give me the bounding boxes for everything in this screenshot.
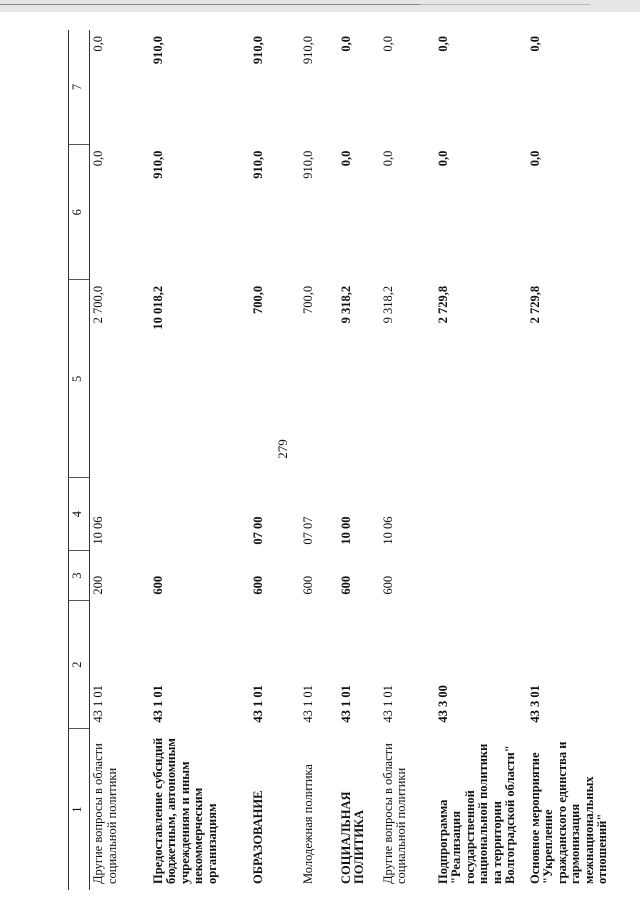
expense-type-code: 600 — [338, 575, 353, 595]
amount-col-6: 0,0 — [338, 150, 353, 167]
table-header-row — [69, 30, 90, 890]
amount-col-6: 0,0 — [91, 150, 105, 167]
target-code: 43 1 01 — [380, 685, 395, 723]
column-header: 5 — [69, 280, 90, 478]
amount-col-5: 2 729,8 — [527, 285, 542, 324]
amount-col-7: 0,0 — [527, 36, 542, 52]
section-code — [435, 478, 527, 551]
table-row — [300, 30, 338, 890]
scan-edge-line — [0, 4, 420, 5]
target-code: 43 3 01 — [527, 685, 542, 723]
target-code: 43 3 00 — [435, 685, 450, 723]
table-row — [338, 30, 380, 890]
amount-col-6: 910,0 — [250, 150, 265, 179]
table-row — [435, 30, 527, 890]
expense-type-code: 600 — [150, 575, 165, 595]
column-header: 3 — [69, 551, 90, 601]
table-row — [150, 30, 250, 890]
target-code: 43 1 01 — [91, 685, 105, 723]
table-row — [380, 30, 435, 890]
expense-type-code: 600 — [380, 575, 395, 595]
budget-table — [68, 30, 631, 890]
amount-col-5: 2 700,0 — [91, 285, 105, 324]
row-name: Другие вопросы в области социальной политики — [91, 743, 119, 884]
expense-type-code: 600 — [250, 575, 265, 595]
row-name: Молодежная политика — [300, 764, 315, 884]
amount-col-7: 910,0 — [300, 36, 315, 65]
rotated-table-frame — [48, 30, 609, 890]
amount-col-7: 0,0 — [338, 36, 353, 52]
row-name: СОЦИАЛЬНАЯ ПОЛИТИКА — [338, 791, 366, 884]
section-code — [150, 478, 250, 551]
amount-col-6: 0,0 — [435, 150, 450, 167]
section-code: 10 06 — [380, 516, 395, 545]
target-code: 43 1 01 — [338, 685, 353, 723]
amount-col-6: 0,0 — [527, 150, 542, 167]
expense-type-code — [435, 551, 527, 601]
amount-col-7: 0,0 — [380, 36, 395, 52]
table-row — [250, 30, 300, 890]
table-row — [90, 30, 150, 890]
amount-col-6: 910,0 — [150, 150, 165, 179]
target-code: 43 1 01 — [150, 685, 165, 723]
section-code — [527, 478, 631, 551]
expense-type-code: 200 — [91, 575, 105, 595]
row-name: Предоставление субсидий бюджетным, автономным учреждениям и иным некоммерческим организациям — [150, 737, 219, 884]
amount-col-5: 700,0 — [250, 285, 265, 315]
amount-col-5: 9 318,2 — [380, 285, 395, 324]
column-header: 4 — [69, 478, 90, 551]
target-code: 43 1 01 — [250, 685, 265, 723]
scan-edge-line — [420, 4, 590, 5]
section-code: 10 00 — [338, 516, 353, 545]
amount-col-7: 910,0 — [250, 36, 265, 65]
amount-col-5: 9 318,2 — [338, 285, 353, 324]
section-code: 10 06 — [91, 516, 105, 545]
row-name: Другие вопросы в области социальной политики — [380, 743, 408, 884]
column-header: 1 — [69, 729, 90, 890]
target-code: 43 1 01 — [300, 685, 315, 723]
scan-top-edge — [0, 0, 640, 12]
section-code: 07 07 — [300, 516, 315, 545]
row-name: ОБРАЗОВАНИЕ — [250, 790, 265, 884]
page-number: 279 — [275, 439, 290, 459]
column-header: 6 — [69, 145, 90, 280]
expense-type-code: 600 — [300, 575, 315, 595]
table-body — [90, 30, 631, 890]
budget-table-container — [68, 30, 616, 890]
section-code: 07 00 — [250, 516, 265, 545]
amount-col-6: 910,0 — [300, 150, 315, 179]
amount-col-7: 0,0 — [91, 36, 105, 52]
row-name: Подпрограмма "Реализация государственной национальной политики на территории Волгоградской области" — [435, 743, 517, 884]
amount-col-7: 0,0 — [435, 36, 450, 52]
expense-type-code — [527, 551, 631, 601]
amount-col-5: 700,0 — [300, 285, 315, 315]
table-row — [527, 30, 631, 890]
amount-col-5: 2 729,8 — [435, 285, 450, 324]
column-header: 2 — [69, 601, 90, 729]
amount-col-5: 10 018,2 — [150, 285, 165, 330]
amount-col-7: 910,0 — [150, 36, 165, 65]
row-name: Основное мероприятие "Укрепление гражданского единства и гармонизация межнациональных отношений" — [527, 741, 609, 884]
amount-col-6: 0,0 — [380, 150, 395, 167]
column-header: 7 — [69, 30, 90, 145]
